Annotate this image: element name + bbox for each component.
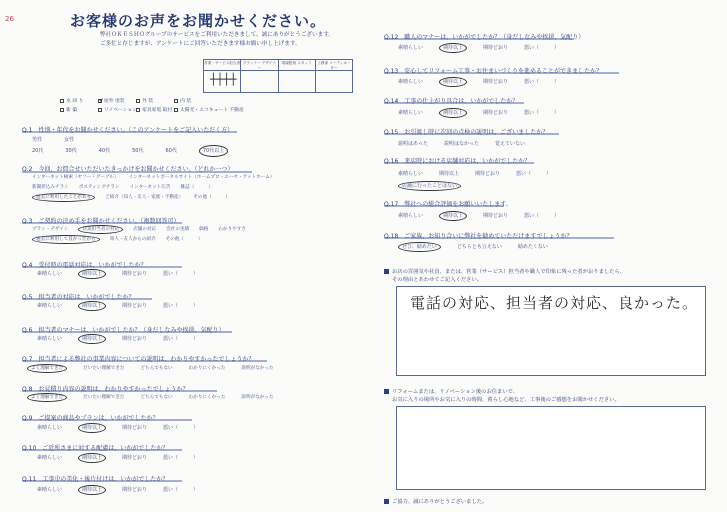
page-title: お客様のお声をお聞かせください。 (70, 12, 327, 30)
age-options: 20代 30代 40代 50代 60代 70代以上 (32, 147, 250, 154)
question-11: Q.11 工事中の美化・後片付けは、いかがでしたか？ (22, 476, 169, 483)
page-number: 26 (5, 15, 14, 23)
checkbox[interactable] (174, 99, 178, 103)
selected-answer[interactable]: 営業担当者の対応 (78, 225, 123, 234)
question-8: Q.8 お見積り内容の説明は、わかりやすかったでしょうか？ (22, 386, 189, 393)
selected-answer[interactable]: 期待以上 (78, 485, 106, 495)
selected-answer[interactable]: 期待以上 (78, 334, 106, 344)
question-17: Q.17 弊社への総合評価をお願いいたします。 (384, 201, 512, 208)
selected-answer[interactable]: 期待以上 (439, 43, 467, 53)
question-12: Q.12 職人のマナーは、いかがでしたか？（身だしなみや挨拶、気配り） (384, 34, 585, 41)
question-18: Q.18 ご家族、お知り合いに弊社を勧めていただけますでしょうか？ (384, 233, 573, 240)
question-7: Q.7 担当者による弊社の事業内容についての説明は、わかりやすかったでしょうか？ (22, 356, 255, 363)
intro-text: 弊社ＯＫＥＳＨＯグループのサービスをご利用いただきまして、誠にありがとうございます。 ご多忙と存じますが、アンケートにご回答いただきます様お願い申し上げます。 (100, 32, 334, 47)
question-2: Q.2 今回、お問合せいただいたきっかけをお聞かせください。（どれか一つ） (22, 166, 234, 173)
q2-options: インターネット検索（ヤフー・グーグル） インターネットポータルサイト（ホームプロ・エーセ・アットホーム） 新聞折込みチラシ ポスティングチラシ インターネット広告 雑誌（ ） 過去に利用したことがある ご紹介（知人・友人・家族・不動産） その他（ ） (32, 175, 275, 200)
selected-answer[interactable]: 期待以上 (439, 77, 467, 87)
selected-answer[interactable]: よく理解できた (27, 393, 67, 402)
question-13: Q.13 安心してリフォーム工事・お住まいづくりを進めることができましたか？ (384, 68, 602, 75)
q3-options: プラン・デザイン 営業担当者の対応 店舗の対応 会社の実績 価格 わかりやすさ 過去に利用して良かったから 知人・友人からの紹介 その他（ ） (32, 227, 246, 242)
q15-options: 説明はあった 説明はなかった 覚えていない (398, 141, 525, 147)
checkbox[interactable] (98, 108, 102, 112)
q16-options: 素晴らしい 期待以上 期待どおり 悪い（ ） (398, 171, 552, 177)
q18-options: ぜひ、勧めたい どちらとも言えない 勧めたくない (398, 243, 564, 250)
question-16: Q.16 来店時における店舗対応は、いかがでしたか？ (384, 158, 531, 165)
checkbox-checked[interactable] (98, 99, 102, 103)
q13-options: 素晴らしい 期待以上 期待どおり 悪い（ ） (398, 79, 560, 85)
selected-answer[interactable]: 期待以上 (439, 211, 467, 221)
closing-message: ご協力、誠にありがとうございました。 (384, 497, 487, 505)
question-15: Q.15 お引渡し時に次回の点検の説明は、ございましたか？ (384, 129, 549, 136)
selected-answer[interactable]: ぜひ、勧めたい (398, 242, 441, 252)
question-9: Q.9 ご提案の商品やプランは、いかがでしたか？ (22, 415, 159, 422)
checkbox[interactable] (60, 99, 64, 103)
approval-stamp-box: 営業・サービス担当者 ┼┼┼┼ プランナー デザイナー 現場監督 スタッフ 工務部 コーディネーター (203, 59, 353, 93)
checkbox[interactable] (136, 108, 140, 112)
selected-answer[interactable]: 期待以上 (78, 269, 106, 279)
selected-answer[interactable]: 70代以上 (199, 145, 228, 157)
question-5: Q.5 担当者の対応は、いかがでしたか？ (22, 294, 135, 301)
selected-answer[interactable]: 期待以上 (439, 108, 467, 118)
q8-options: よく理解できた だいたい理解できた どちらでもない わかりにくかった 説明がなかった (27, 394, 290, 400)
gender-options: 男性 女性 (32, 137, 75, 143)
selected-answer[interactable]: 過去に利用したことがある (32, 193, 95, 202)
checkbox[interactable] (174, 108, 178, 112)
question-1: Q.1 性別・年代をお聞かせください。（このアンケートをご記入いただく方） (22, 127, 234, 134)
square-bullet-icon (384, 499, 389, 504)
q12-options: 素晴らしい 期待以上 期待どおり 悪い（ ） (398, 45, 560, 51)
q7-options: よく理解できた だいたい理解できた どちらでもない わかりにくかった 説明がなかった (27, 365, 290, 371)
q6-options: 素晴らしい 期待以上 期待どおり 悪い（ ） (37, 336, 199, 342)
question-10: Q.10 ご近所さまに対する配慮は、いかがでしたか？ (22, 445, 169, 452)
square-bullet-icon (384, 269, 389, 274)
selected-answer[interactable]: よく理解できた (27, 364, 67, 373)
q4-options: 素晴らしい 期待以上 期待どおり 悪い（ ） (37, 271, 199, 277)
selected-answer[interactable]: 期待以上 (78, 301, 106, 311)
selected-answer[interactable]: 期待以上 (78, 453, 106, 463)
question-3: Q.3 ご契約の決め手をお聞かせください。（複数回答可） (22, 218, 180, 225)
comment-1-label: お店の雰囲気や社員、または、営業（サービス）担当者や職人で印象に残った者がおりましたら、 その理由とあわせてご記入ください。 (384, 268, 714, 284)
checkbox[interactable] (136, 99, 140, 103)
selected-answer[interactable]: 過去に利用して良かったから (32, 235, 100, 244)
q11-options: 素晴らしい 期待以上 期待どおり 悪い（ ） (37, 487, 199, 493)
question-14: Q.14 工事の仕上がり具合は、いかがでしたか？ (384, 98, 519, 105)
q14-options: 素晴らしい 期待以上 期待どおり 悪い（ ） (398, 110, 560, 116)
selected-answer[interactable]: 店舗に行ったことはない (398, 181, 461, 191)
square-bullet-icon (384, 389, 389, 394)
comment-2-textarea[interactable] (396, 406, 706, 490)
signature: ┼┼┼┼ (210, 73, 237, 86)
q9-options: 素晴らしい 期待以上 期待どおり 悪い（ ） (37, 425, 199, 431)
category-checkboxes: 水 回 り ✓ 屋外 塗装 外 装 内 装 新 築 リノベーション 家具家電 取付 太陽光・エコキュート 不動産 (60, 97, 310, 113)
selected-answer[interactable]: 期待以上 (78, 423, 106, 433)
q17-options: 素晴らしい 期待以上 期待どおり 悪い（ ） (398, 213, 560, 219)
question-6: Q.6 担当者のマナーは、いかがでしたか？（身だしなみや挨拶、気配り） (22, 327, 225, 334)
handwritten-comment: 電話の対応、担当者の対応、良かった。 (410, 294, 699, 312)
checkbox[interactable] (60, 108, 64, 112)
q16-extra-option (398, 182, 477, 189)
q5-options: 素晴らしい 期待以上 期待どおり 悪い（ ） (37, 303, 199, 309)
question-4: Q.4 受付時の電話対応は、いかがでしたか？ (22, 262, 147, 269)
comment-2-label: リフォームまたは、リノベーション後のお住まいで、 お気に入りの場所やお気に入りの時間、暮らし心地など、工事後のご感想をお聞かせください。 (384, 388, 714, 404)
q10-options: 素晴らしい 期待以上 期待どおり 悪い（ ） (37, 455, 199, 461)
